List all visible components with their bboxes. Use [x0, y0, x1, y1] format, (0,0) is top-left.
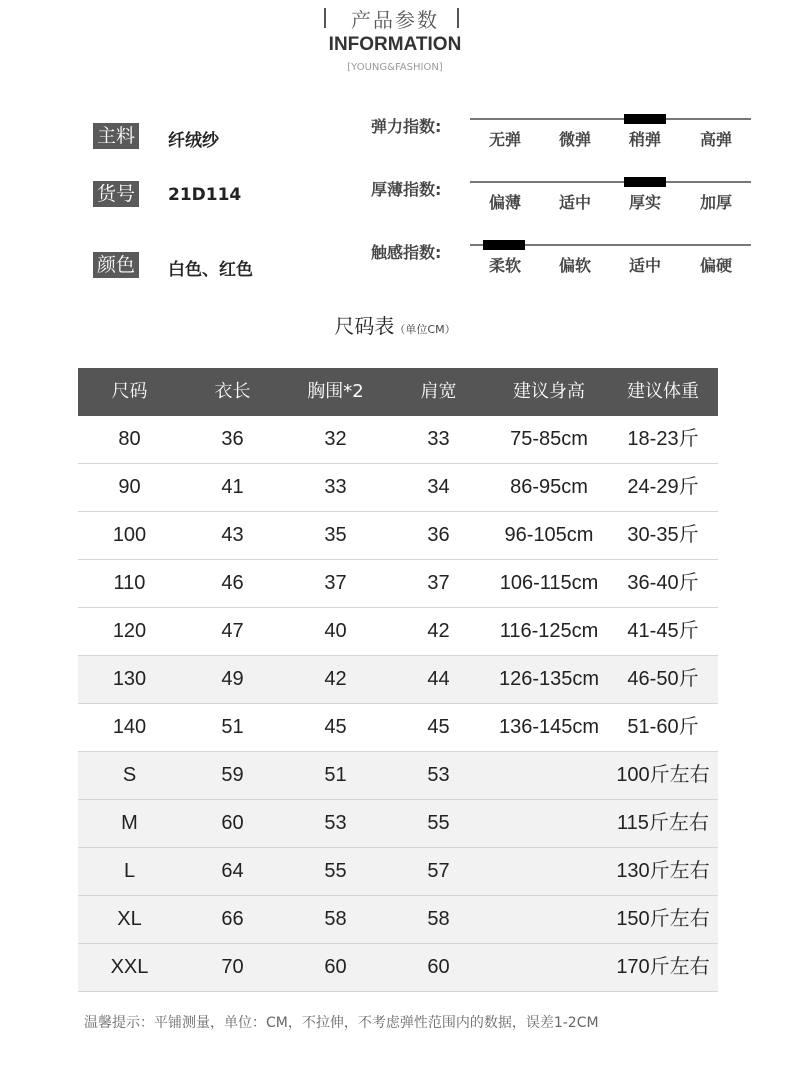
table-row — [78, 848, 718, 896]
table-row — [78, 560, 718, 608]
table-cell: 34 — [427, 476, 450, 498]
table-cell: 24-29斤 — [627, 476, 699, 498]
index-option: 微弹 — [558, 130, 591, 149]
index-option: 偏软 — [558, 256, 591, 275]
table-cell: 58 — [324, 908, 347, 930]
table-row — [78, 512, 718, 560]
table-cell: 66 — [221, 908, 244, 930]
table-cell: 42 — [324, 668, 347, 690]
table-cell: 64 — [221, 860, 244, 882]
page-title-en: INFORMATION — [328, 34, 462, 55]
table-cell: 60 — [324, 956, 347, 978]
table-cell: 30-35斤 — [627, 524, 699, 546]
index-option: 柔软 — [488, 256, 521, 275]
size-chart-caption — [0, 310, 790, 339]
index-option: 加厚 — [699, 193, 732, 212]
index-option: 厚实 — [628, 193, 661, 212]
table-cell: 49 — [221, 668, 244, 690]
index-option: 适中 — [558, 193, 591, 212]
column-header: 尺码 — [111, 381, 148, 402]
table-cell: S — [122, 764, 137, 786]
color-tag: 颜色 — [93, 252, 139, 278]
table-cell: M — [121, 812, 138, 834]
table-cell: 100 — [112, 524, 147, 546]
table-cell: 130 — [112, 668, 147, 690]
table-cell: 42 — [427, 620, 450, 642]
table-cell: 55 — [427, 812, 450, 834]
table-cell: XL — [117, 908, 142, 930]
table-cell: 36-40斤 — [627, 572, 699, 594]
table-cell: 60 — [427, 956, 450, 978]
column-header: 衣长 — [214, 381, 251, 402]
measurement-note: 温馨提示：平铺测量，单位：CM，不拉伸，不考虑弹性范围内的数据，误差1-2CM — [84, 1015, 599, 1031]
table-cell: 86-95cm — [510, 476, 588, 498]
table-cell: 140 — [112, 716, 147, 738]
table-cell: 59 — [221, 764, 244, 786]
index-label: 触感指数: — [371, 243, 442, 262]
table-cell: 58 — [427, 908, 450, 930]
table-cell: 70 — [221, 956, 244, 978]
material-value: 纤绒纱 — [168, 131, 219, 151]
index-option: 偏薄 — [488, 193, 521, 212]
item-no-tag: 货号 — [93, 181, 139, 207]
index-option: 无弹 — [488, 130, 521, 149]
color-value: 白色、红色 — [168, 260, 253, 280]
table-cell: 45 — [427, 716, 450, 738]
index-scale-line — [470, 118, 751, 120]
table-cell: 43 — [221, 524, 244, 546]
table-cell: 126-135cm — [498, 668, 600, 690]
size-chart-unit: （单位CM） — [394, 323, 456, 336]
table-cell — [490, 896, 608, 943]
table-row — [78, 416, 718, 464]
table-cell: 46-50斤 — [627, 668, 699, 690]
index-selected-marker — [624, 114, 666, 124]
table-body — [78, 416, 718, 992]
table-row — [78, 944, 718, 992]
table-cell: 170斤左右 — [616, 956, 710, 978]
table-cell: 106-115cm — [499, 572, 599, 594]
table-cell: 53 — [427, 764, 450, 786]
table-cell: 57 — [427, 860, 450, 882]
table-cell: 37 — [427, 572, 450, 594]
index-selected-marker — [483, 240, 525, 250]
table-cell: 120 — [112, 620, 147, 642]
table-cell: 36 — [221, 428, 244, 450]
index-scale-line — [470, 181, 751, 183]
table-row — [78, 464, 718, 512]
table-cell: 110 — [113, 572, 146, 594]
table-cell: 136-145cm — [498, 716, 600, 738]
table-cell: 75-85cm — [510, 428, 588, 450]
table-cell: 33 — [324, 476, 347, 498]
table-cell: 32 — [324, 428, 347, 450]
size-table — [78, 368, 718, 992]
table-cell: 60 — [221, 812, 244, 834]
index-option: 高弹 — [699, 130, 732, 149]
size-chart-title: 尺码表 — [334, 314, 395, 338]
table-cell: XXL — [110, 956, 149, 978]
index-selected-marker — [624, 177, 666, 187]
table-row — [78, 656, 718, 704]
table-row — [78, 608, 718, 656]
table-cell — [490, 848, 608, 895]
index-option: 偏硬 — [699, 256, 732, 275]
page-subtitle: [YOUNG&FASHION] — [347, 62, 443, 73]
table-cell: 35 — [324, 524, 347, 546]
table-cell: 51 — [324, 764, 347, 786]
index-option: 稍弹 — [628, 130, 661, 149]
table-cell: 150斤左右 — [616, 908, 710, 930]
table-row — [78, 800, 718, 848]
index-label: 厚薄指数: — [371, 180, 442, 199]
column-header: 胸围*2 — [307, 381, 364, 402]
column-header: 建议身高 — [513, 381, 585, 402]
table-header — [78, 368, 718, 416]
table-row — [78, 896, 718, 944]
table-row — [78, 704, 718, 752]
table-cell: 53 — [324, 812, 347, 834]
column-header: 建议体重 — [627, 381, 699, 402]
table-cell — [490, 944, 608, 991]
table-cell: 115斤左右 — [617, 812, 709, 834]
table-cell: L — [123, 860, 136, 882]
page-title: 产品参数 — [351, 8, 439, 32]
table-cell — [490, 800, 608, 847]
table-cell: 44 — [427, 668, 450, 690]
header-bar-right — [457, 8, 459, 28]
table-cell: 45 — [324, 716, 347, 738]
table-cell: 46 — [221, 572, 244, 594]
table-cell — [490, 752, 608, 799]
table-cell: 100斤左右 — [616, 764, 710, 786]
table-cell: 36 — [427, 524, 450, 546]
table-cell: 80 — [118, 428, 141, 450]
table-cell: 41-45斤 — [627, 620, 699, 642]
table-cell: 55 — [324, 860, 347, 882]
table-cell: 33 — [427, 428, 450, 450]
table-cell: 18-23斤 — [627, 428, 699, 450]
index-label: 弹力指数: — [371, 117, 442, 136]
table-cell: 51-60斤 — [627, 716, 699, 738]
column-header: 肩宽 — [420, 381, 457, 402]
table-cell: 90 — [118, 476, 141, 498]
table-cell: 130斤左右 — [616, 860, 710, 882]
table-cell: 37 — [324, 572, 347, 594]
material-tag: 主料 — [93, 123, 139, 149]
table-row — [78, 752, 718, 800]
table-cell: 96-105cm — [504, 524, 594, 546]
table-cell: 51 — [221, 716, 244, 738]
item-no-value: 21D114 — [168, 185, 242, 205]
index-option: 适中 — [628, 256, 661, 275]
table-cell: 47 — [221, 620, 244, 642]
table-cell: 41 — [221, 476, 244, 498]
table-cell: 40 — [324, 620, 347, 642]
table-cell: 116-125cm — [499, 620, 599, 642]
